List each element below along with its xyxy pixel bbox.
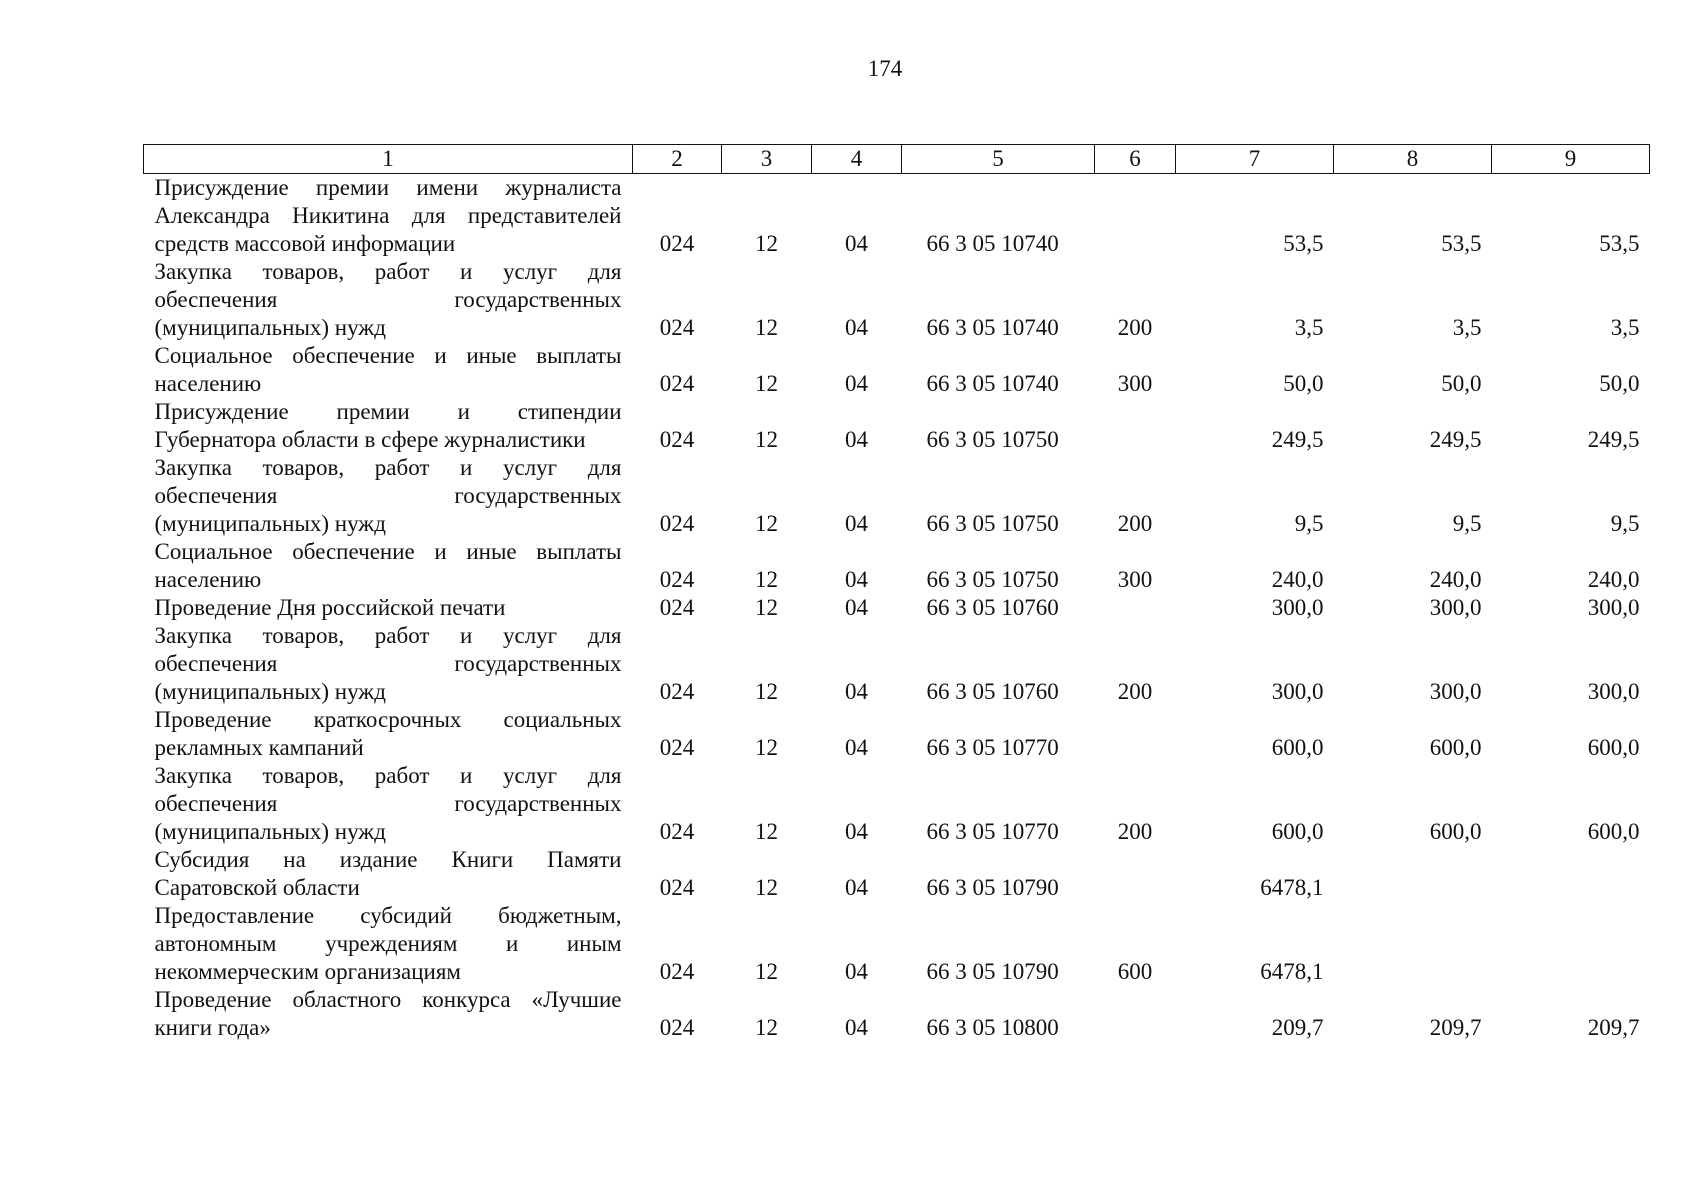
cell-col-3: 12 (755, 567, 778, 592)
table-row (144, 706, 1650, 762)
row-name: Присуждение премии имени журналиста Александра Никитина для представителей средств массовой информации (154, 175, 622, 256)
cell-col-9: 3,5 (1610, 315, 1640, 340)
cell-col-4: 04 (845, 315, 868, 340)
cell-col-3: 12 (755, 427, 778, 452)
row-name: Закупка товаров, работ и услуг для обеспечения государственных (муниципальных) нужд (154, 455, 622, 536)
cell-col-6: 300 (1117, 567, 1153, 592)
cell-col-2: 024 (659, 427, 695, 452)
cell-col-8: 300,0 (1429, 679, 1482, 704)
cell-col-8: 249,5 (1429, 427, 1482, 452)
cell-col-4: 04 (845, 231, 868, 256)
row-name: Проведение Дня российской печати (154, 595, 506, 620)
cell-col-4: 04 (845, 959, 868, 984)
cell-col-2: 024 (659, 231, 695, 256)
table-row (144, 174, 1650, 259)
row-name: Проведение краткосрочных социальных рекламных кампаний (154, 707, 622, 760)
table-row (144, 258, 1650, 342)
cell-col-9: 300,0 (1587, 679, 1640, 704)
row-name: Социальное обеспечение и иные выплаты населению (154, 343, 622, 396)
table-body (144, 174, 1650, 1043)
cell-col-3: 12 (755, 875, 778, 900)
cell-col-7: 249,5 (1271, 427, 1324, 452)
cell-col-7: 6478,1 (1260, 959, 1324, 984)
cell-col-3: 12 (755, 371, 778, 396)
cell-col-7: 6478,1 (1260, 875, 1324, 900)
cell-col-3: 12 (755, 231, 778, 256)
cell-col-3: 12 (755, 735, 778, 760)
cell-col-4: 04 (845, 679, 868, 704)
column-header-8: 8 (1334, 145, 1492, 174)
cell-col-2: 024 (659, 371, 695, 396)
page-number: 174 (867, 56, 903, 81)
cell-col-5: 66 3 05 10760 (926, 595, 1059, 620)
cell-col-8: 50,0 (1441, 371, 1482, 396)
row-name: Проведение областного конкурса «Лучшие книги года» (154, 987, 622, 1040)
cell-col-6 (1095, 706, 1176, 762)
cell-col-5: 66 3 05 10790 (926, 875, 1059, 900)
cell-col-3: 12 (755, 595, 778, 620)
cell-col-9: 300,0 (1587, 595, 1640, 620)
column-header-3: 3 (722, 145, 812, 174)
cell-col-9: 240,0 (1587, 567, 1640, 592)
cell-col-5: 66 3 05 10750 (926, 567, 1059, 592)
column-header-9: 9 (1492, 145, 1650, 174)
cell-col-5: 66 3 05 10770 (926, 819, 1059, 844)
cell-col-3: 12 (755, 315, 778, 340)
cell-col-2: 024 (659, 595, 695, 620)
cell-col-4: 04 (845, 819, 868, 844)
cell-col-6: 200 (1117, 819, 1153, 844)
table-row (144, 454, 1650, 538)
cell-col-8: 53,5 (1441, 231, 1482, 256)
cell-col-6 (1095, 986, 1176, 1042)
cell-col-3: 12 (755, 679, 778, 704)
table-row (144, 846, 1650, 902)
cell-col-9: 249,5 (1587, 427, 1640, 452)
cell-col-9 (1492, 846, 1650, 902)
cell-col-5: 66 3 05 10740 (926, 231, 1059, 256)
cell-col-2: 024 (659, 315, 695, 340)
cell-col-2: 024 (659, 959, 695, 984)
table-row (144, 762, 1650, 846)
cell-col-8: 3,5 (1452, 315, 1482, 340)
column-header-2: 2 (633, 145, 722, 174)
table-row (144, 398, 1650, 454)
cell-col-7: 240,0 (1271, 567, 1324, 592)
cell-col-5: 66 3 05 10750 (926, 511, 1059, 536)
cell-col-7: 600,0 (1271, 819, 1324, 844)
cell-col-3: 12 (755, 511, 778, 536)
column-header-6: 6 (1095, 145, 1176, 174)
cell-col-3: 12 (755, 959, 778, 984)
cell-col-7: 9,5 (1294, 511, 1324, 536)
cell-col-2: 024 (659, 567, 695, 592)
cell-col-8: 9,5 (1452, 511, 1482, 536)
row-name: Закупка товаров, работ и услуг для обеспечения государственных (муниципальных) нужд (154, 763, 622, 844)
cell-col-6: 200 (1117, 679, 1153, 704)
cell-col-9: 9,5 (1610, 511, 1640, 536)
cell-col-3: 12 (755, 1015, 778, 1040)
row-name: Закупка товаров, работ и услуг для обеспечения государственных (муниципальных) нужд (154, 259, 622, 340)
cell-col-8 (1334, 846, 1492, 902)
cell-col-9: 600,0 (1587, 735, 1640, 760)
cell-col-2: 024 (659, 511, 695, 536)
column-header-5: 5 (902, 145, 1095, 174)
cell-col-6 (1095, 174, 1176, 259)
column-header-1: 1 (144, 145, 633, 174)
budget-table (143, 144, 1650, 1042)
column-header-7: 7 (1176, 145, 1334, 174)
row-name: Социальное обеспечение и иные выплаты населению (154, 539, 622, 592)
cell-col-4: 04 (845, 1015, 868, 1040)
cell-col-9 (1492, 902, 1650, 986)
cell-col-5: 66 3 05 10760 (926, 679, 1059, 704)
cell-col-8 (1334, 902, 1492, 986)
cell-col-9: 209,7 (1587, 1015, 1640, 1040)
cell-col-2: 024 (659, 735, 695, 760)
cell-col-9: 53,5 (1599, 231, 1640, 256)
row-name: Присуждение премии и стипендии Губернатора области в сфере журналистики (154, 399, 622, 452)
cell-col-4: 04 (845, 735, 868, 760)
cell-col-5: 66 3 05 10800 (926, 1015, 1059, 1040)
cell-col-8: 240,0 (1429, 567, 1482, 592)
cell-col-6 (1095, 398, 1176, 454)
cell-col-5: 66 3 05 10770 (926, 735, 1059, 760)
cell-col-2: 024 (659, 679, 695, 704)
table-row (144, 986, 1650, 1042)
cell-col-8: 300,0 (1429, 595, 1482, 620)
row-name: Закупка товаров, работ и услуг для обеспечения государственных (муниципальных) нужд (154, 623, 622, 704)
cell-col-4: 04 (845, 511, 868, 536)
cell-col-7: 300,0 (1271, 679, 1324, 704)
cell-col-4: 04 (845, 371, 868, 396)
cell-col-7: 300,0 (1271, 595, 1324, 620)
cell-col-6: 300 (1117, 371, 1153, 396)
cell-col-7: 209,7 (1271, 1015, 1324, 1040)
cell-col-6: 600 (1117, 959, 1153, 984)
cell-col-5: 66 3 05 10740 (926, 371, 1059, 396)
cell-col-4: 04 (845, 567, 868, 592)
cell-col-5: 66 3 05 10750 (926, 427, 1059, 452)
column-header-4: 4 (812, 145, 902, 174)
table-row (144, 902, 1650, 986)
row-name: Предоставление субсидий бюджетным, автономным учреждениям и иным некоммерческим организациям (154, 903, 622, 984)
cell-col-6 (1095, 846, 1176, 902)
cell-col-5: 66 3 05 10740 (926, 315, 1059, 340)
cell-col-8: 209,7 (1429, 1015, 1482, 1040)
cell-col-5: 66 3 05 10790 (926, 959, 1059, 984)
cell-col-3: 12 (755, 819, 778, 844)
header-row (144, 145, 1650, 174)
cell-col-7: 53,5 (1283, 231, 1324, 256)
cell-col-2: 024 (659, 1015, 695, 1040)
cell-col-8: 600,0 (1429, 819, 1482, 844)
cell-col-4: 04 (845, 875, 868, 900)
cell-col-9: 600,0 (1587, 819, 1640, 844)
cell-col-6 (1095, 594, 1176, 622)
table-row (144, 538, 1650, 594)
cell-col-9: 50,0 (1599, 371, 1640, 396)
cell-col-6: 200 (1117, 511, 1153, 536)
table-row (144, 622, 1650, 706)
cell-col-6: 200 (1117, 315, 1153, 340)
cell-col-7: 3,5 (1294, 315, 1324, 340)
cell-col-7: 50,0 (1283, 371, 1324, 396)
cell-col-2: 024 (659, 875, 695, 900)
cell-col-7: 600,0 (1271, 735, 1324, 760)
table-row (144, 342, 1650, 398)
cell-col-2: 024 (659, 819, 695, 844)
cell-col-8: 600,0 (1429, 735, 1482, 760)
row-name: Субсидия на издание Книги Памяти Саратовской области (154, 847, 622, 900)
cell-col-4: 04 (845, 427, 868, 452)
table-row (144, 594, 1650, 622)
cell-col-4: 04 (845, 595, 868, 620)
